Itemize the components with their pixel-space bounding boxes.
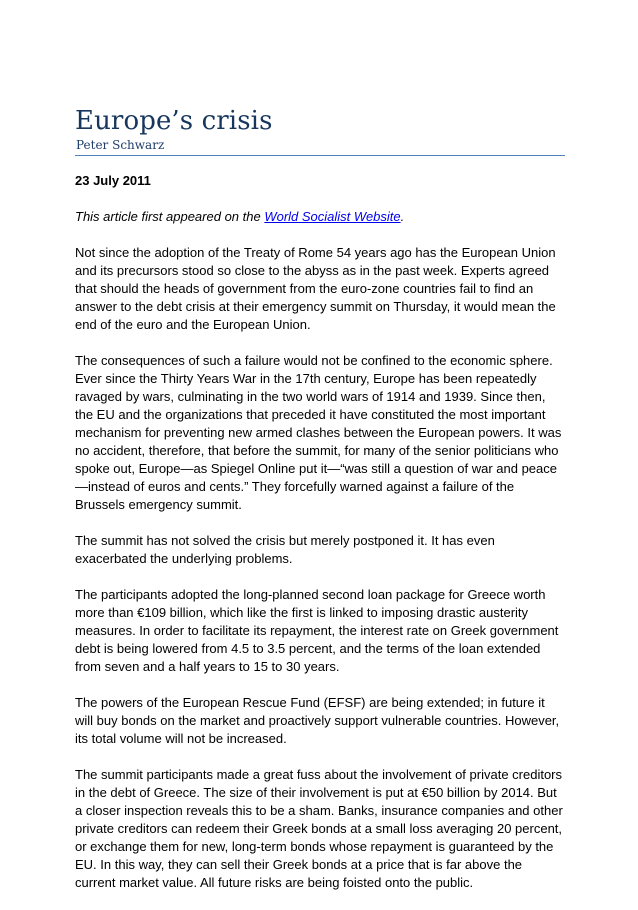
article-author: Peter Schwarz [76,138,165,152]
source-note-suffix: . [400,209,405,224]
source-note-prefix: This article first appeared on the [75,209,265,224]
title-divider [75,155,565,156]
source-note [75,208,565,226]
article-title: Europe’s crisis [75,106,273,136]
paragraph-3: The summit has not solved the crisis but merely postponed it. It has even exacerbated the underlying problems. [75,533,495,566]
paragraph-1: Not since the adoption of the Treaty of Rome 54 years ago has the European Union and its precursors stood so close to the abyss as in the past week. Experts agreed that should the heads of government from the euro-zone countries fail to find an answer to the debt crisis at their emergency summit on Thursday, it would mean the end of the euro and the European Union. [75,245,556,332]
paragraph-6: The summit participants made a great fuss about the involvement of private creditors in the debt of Greece. The size of their involvement is put at €50 billion by 2014. But a closer inspection reveals this to be a sham. Banks, insurance companies and other private creditors can redeem their Greek bonds at a small loss averaging 20 percent, or exchange them for new, long-term bonds whose repayment is guaranteed by the EU. In this way, they can sell their Greek bonds at a price that is far above the current market value. All future risks are being foisted onto the public. [75,767,563,890]
world-socialist-website-link[interactable]: World Socialist Website [264,209,401,224]
paragraph-4: The participants adopted the long-planned second loan package for Greece worth more than €109 billion, which like the first is linked to imposing drastic austerity measures. In order to facilitate its repayment, the interest rate on Greek government debt is being lowered from 4.5 to 3.5 percent, and the terms of the loan extended from seven and a half years to 15 to 30 years. [75,587,559,674]
article-body [75,172,565,910]
article-date: 23 July 2011 [75,173,151,188]
paragraph-5: The powers of the European Rescue Fund (EFSF) are being extended; in future it will buy bonds on the market and proactively support vulnerable countries. However, its total volume will not be increased. [75,695,560,746]
paragraph-2: The consequences of such a failure would not be confined to the economic sphere. Ever since the Thirty Years War in the 17th century, Europe has been repeatedly ravaged by wars, culminating in the two world wars of 1914 and 1939. Since then, the EU and the organizations that preceded it have constituted the most important mechanism for preventing new armed clashes between the European powers. It was no accident, therefore, that before the summit, for many of the senior politicians who spoke out, Europe—as Spiegel Online put it—“was still a question of war and peace—instead of euros and cents.” They forcefully warned against a failure of the Brussels emergency summit. [75,353,562,512]
